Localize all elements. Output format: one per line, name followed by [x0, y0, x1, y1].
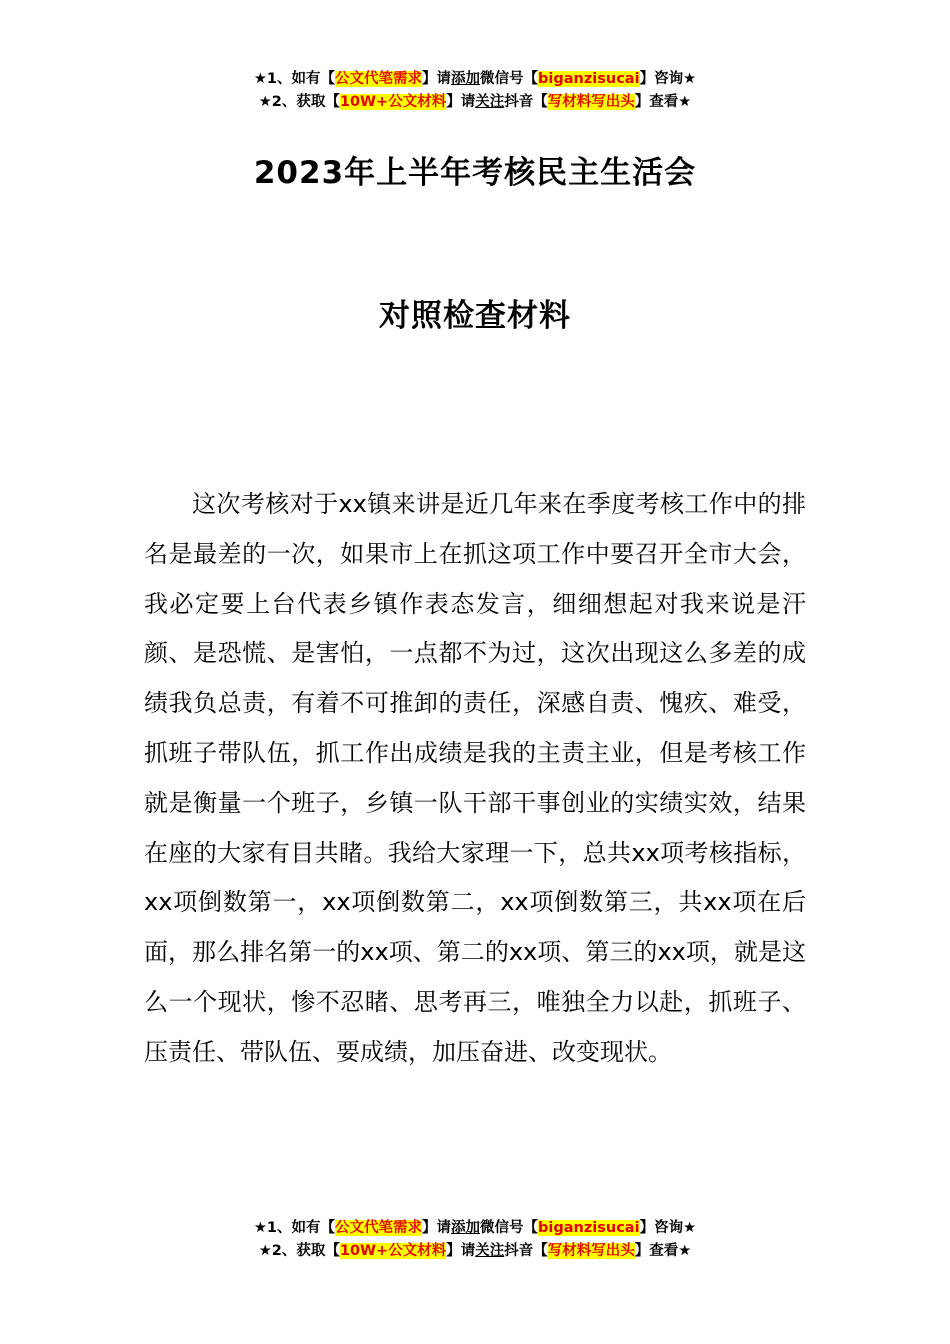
- promo-douyin-id: 写材料写出头: [547, 94, 635, 110]
- promo-highlight: 公文代笔需求: [335, 71, 423, 87]
- promo-line-2: ★2、获取【10W+公文材料】请关注抖音【写材料写出头】查看★: [258, 1243, 692, 1259]
- promo-douyin-id: 写材料写出头: [547, 1243, 635, 1259]
- document-subtitle: 对照检查材料: [379, 298, 571, 334]
- promo-line-2: ★2、获取【10W+公文材料】请关注抖音【写材料写出头】查看★: [258, 94, 692, 110]
- promo-line-1: ★1、如有【公文代笔需求】请添加微信号【biganzisucai】咨询★: [253, 1220, 697, 1236]
- promo-wechat-id: biganzisucai: [538, 71, 640, 87]
- promo-underline: 关注: [475, 94, 505, 110]
- promo-underline: 添加: [451, 71, 481, 87]
- promo-highlight: 公文代笔需求: [335, 1220, 423, 1236]
- footer-promo: [0, 1217, 950, 1263]
- promo-line-1: ★1、如有【公文代笔需求】请添加微信号【biganzisucai】咨询★: [253, 71, 697, 87]
- promo-underline: 关注: [475, 1243, 505, 1259]
- header-promo: [0, 68, 950, 114]
- document-title: 2023年上半年考核民主生活会: [253, 155, 697, 191]
- promo-wechat-id: biganzisucai: [538, 1220, 640, 1236]
- promo-highlight: 10W+公文材料: [339, 94, 447, 110]
- promo-underline: 添加: [451, 1220, 481, 1236]
- promo-highlight: 10W+公文材料: [339, 1243, 447, 1259]
- body-paragraph: 这次考核对于xx镇来讲是近几年来在季度考核工作中的排名是最差的一次，如果市上在抓这项工作中要召开全市大会，我必定要上台代表乡镇作表态发言，细细想起对我来说是汗颜、是恐慌、是害怕，一点都不为过，这次出现这么多差的成绩我负总责，有着不可推卸的责任，深感自责、愧疚、难受，抓班子带队伍，抓工作出成绩是我的主责主业，但是考核工作就是衡量一个班子，乡镇一队干部干事创业的实绩实效，结果在座的大家有目共睹。我给大家理一下，总共xx项考核指标，xx项倒数第一，xx项倒数第二，xx项倒数第三，共xx项在后面，那么排名第一的xx项、第二的xx项、第三的xx项，就是这么一个现状，惨不忍睹、思考再三，唯独全力以赴，抓班子、压责任、带队伍、要成绩，加压奋进、改变现状。: [144, 490, 806, 1066]
